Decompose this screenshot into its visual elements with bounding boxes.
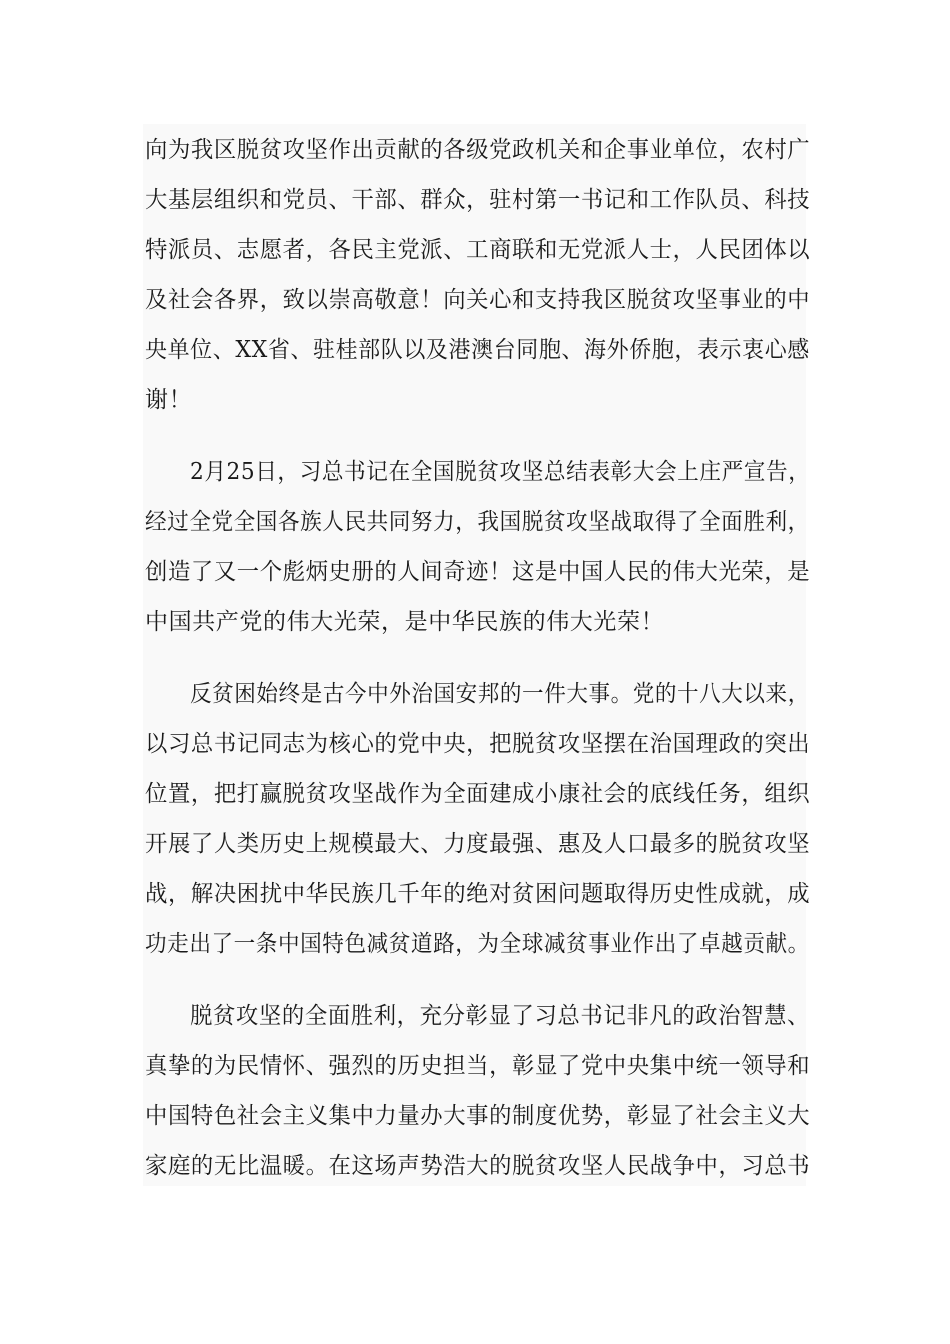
paragraph-1-line-5: 央单位、XX省、驻桂部队以及港澳台同胞、海外侨胞，表示衷心感 [145, 337, 810, 363]
paragraph-3-line-2: 以习总书记同志为核心的党中央，把脱贫攻坚摆在治国理政的突出 [145, 731, 811, 757]
paragraph-4-line-2: 真挚的为民情怀、强烈的历史担当，彰显了党中央集中统一领导和 [145, 1053, 811, 1079]
paragraph-3-line-6: 功走出了一条中国特色减贫道路，为全球减贫事业作出了卓越贡献。 [145, 931, 810, 957]
paragraph-3-line-1: 反贫困始终是古今中外治国安邦的一件大事。党的十八大以来， [190, 681, 810, 707]
paragraph-2-line-3: 创造了又一个彪炳史册的人间奇迹！这是中国人民的伟大光荣，是 [145, 559, 811, 585]
paragraph-3-line-4: 开展了人类历史上规模最大、力度最强、惠及人口最多的脱贫攻坚 [145, 831, 811, 857]
paragraph-3-line-3: 位置，把打赢脱贫攻坚战作为全面建成小康社会的底线任务，组织 [145, 781, 811, 807]
paragraph-2-line-1: 2月25日，习总书记在全国脱贫攻坚总结表彰大会上庄严宣告， [190, 459, 811, 485]
paragraph-1-line-1: 向为我区脱贫攻坚作出贡献的各级党政机关和企事业单位，农村广 [145, 137, 811, 163]
paragraph-1-line-4: 及社会各界，致以崇高敬意！向关心和支持我区脱贫攻坚事业的中 [145, 287, 811, 313]
paragraph-1-line-2: 大基层组织和党员、干部、群众，驻村第一书记和工作队员、科技 [145, 187, 811, 213]
paragraph-4-line-3: 中国特色社会主义集中力量办大事的制度优势，彰显了社会主义大 [145, 1103, 811, 1129]
paragraph-1-line-6: 谢！ [145, 387, 193, 413]
paragraph-4-line-4: 家庭的无比温暖。在这场声势浩大的脱贫攻坚人民战争中，习总书 [145, 1153, 811, 1179]
paragraph-4-line-1: 脱贫攻坚的全面胜利，充分彰显了习总书记非凡的政治智慧、 [190, 1003, 810, 1029]
paragraph-3-line-5: 战，解决困扰中华民族几千年的绝对贫困问题取得历史性成就，成 [145, 881, 811, 907]
paragraph-1-line-3: 特派员、志愿者，各民主党派、工商联和无党派人士，人民团体以 [145, 237, 811, 263]
paragraph-2-line-4: 中国共产党的伟大光荣，是中华民族的伟大光荣！ [145, 609, 665, 635]
paragraph-2-line-2: 经过全党全国各族人民共同努力，我国脱贫攻坚战取得了全面胜利， [145, 509, 810, 535]
